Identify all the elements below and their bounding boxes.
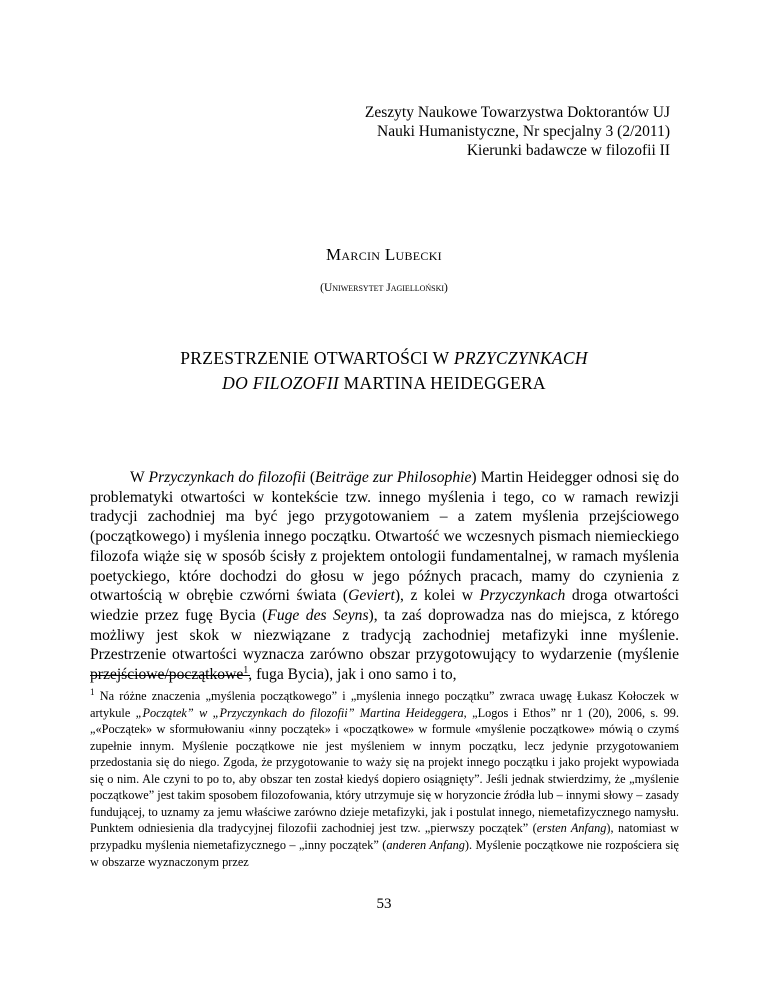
- title-italic-2: DO FILOZOFII: [222, 373, 339, 393]
- footnote-text: Na różne znaczenia „myślenia początkowego” i „myślenia innego początku” zwraca uwagę Łukasz Kołoczek w artykule: [90, 689, 679, 720]
- journal-name: Zeszyty Naukowe Towarzystwa Doktorantów UJ: [364, 104, 670, 121]
- footnote-text: ). Myślenie początkowe nie rozpościera się w obszarze wyznaczonym przez: [90, 838, 679, 869]
- footnote-divider: [90, 675, 250, 676]
- body-span: ) Martin Heidegger odnosi się do problematyki otwartości w kontekście tzw. innego myślenia i tego, co w ramach rewizji tradycji zachodniej ma być jego przygotowaniem – a zatem myślenia przejściowego (początkowego) i myślenia innego początku. Otwartość we wczesnych pismach niemieckiego filozofa wiąże się w sposób ścisły z projektem ontologii fundamentalnej, w ramach myślenia poetyckiego, które dochodzi do głosu w jego późnych pracach, mamy do czynienia z otwartością w obrębie czwórni świata (: [90, 469, 679, 605]
- title-text-1: PRZESTRZENIE OTWARTOŚCI W: [180, 348, 454, 368]
- journal-section: Kierunki badawcze w filozofii II: [466, 142, 670, 159]
- journal-issue: Nauki Humanistyczne, Nr specjalny 3 (2/2011): [377, 123, 670, 140]
- body-span: ), ta zaś doprowadza nas do miejsca, z którego możliwy jest skok w niezwiązane z tradycją zachodniej metafizyki inne myślenie. Przestrzenie otwartości wyznacza zarówno obszar przygotowujący to wydarzenie (myślenie przejściowe/początkowe: [90, 606, 680, 684]
- body-span: (: [305, 469, 316, 486]
- footnote-italic: ersten Anfang: [536, 821, 607, 836]
- body-span: droga otwartości wiedzie przez fugę Bycia (: [90, 587, 679, 624]
- journal-header: [365, 103, 670, 160]
- title-italic-1: PRZYCZYNKACH: [453, 348, 588, 368]
- footnote-text: ), natomiast w przypadku myślenia niemetafizycznego – „inny początek” (: [90, 821, 679, 853]
- body-italic: Przyczynkach: [479, 587, 566, 605]
- footnote-reference[interactable]: 1: [243, 664, 249, 676]
- body-paragraph: [90, 468, 679, 685]
- author-name: Marcin Lubecki: [326, 245, 442, 264]
- title-line-2: [0, 371, 768, 396]
- body-span: W: [130, 469, 149, 486]
- title-text-2: MARTINA HEIDEGGERA: [339, 373, 546, 393]
- footnote-number: 1: [90, 687, 95, 697]
- body-italic: Przyczynkach do filozofii: [148, 469, 306, 486]
- footnote: [90, 684, 679, 870]
- body-italic: Fuge des Seyns: [267, 606, 369, 624]
- body-span: , fuga Bycia), jak i ono samo i to,: [248, 666, 457, 684]
- body-italic: Geviert: [348, 587, 395, 605]
- author-affiliation: (Uniwersytet Jagielloński): [320, 282, 448, 294]
- title-line-1: [0, 346, 768, 371]
- footnote-italic: „Początek” w „Przyczynkach do filozofii” Martina Heideggera: [135, 705, 464, 720]
- footnote-text: , „Logos i Ethos” nr 1 (20), 2006, s. 99. „«Początek» w sformułowaniu «inny początek» i «początkowe» w formule «myślenie początkowe» mówią o czymś zupełnie innym. Myślenie początkowe nie jest myśleniem w innym początku, lecz jedynie przygotowaniem przedostania się do niego. Zgoda, że przygotowanie to waży się na projekt innego początku i jako projekt wypowiada się o nim. Ale czyni to po to, aby obszar ten został kiedyś dopiero osiągnięty”. Jeśli jednak stwierdzimy, że „myślenie początkowe” jest takim sposobem filozofowania, który utrzymuje się w horyzoncie źródła lub – innymi słowy – zasady fundującej, to uznamy za jemu właściwe zarówno dzieje metafizyki, jak i postulat innego, niemetafizycznego namysłu. Punktem odniesienia dla tradycyjnej filozofii zachodniej jest tzw. „pierwszy początek” (: [90, 705, 679, 836]
- article-title: [0, 346, 768, 396]
- page-number: 53: [376, 896, 392, 912]
- body-span: ), z kolei w: [394, 587, 480, 605]
- footnote-italic: anderen Anfang: [386, 838, 465, 853]
- body-italic: Beiträge zur Philosophie: [315, 469, 472, 486]
- body-text: [90, 468, 679, 685]
